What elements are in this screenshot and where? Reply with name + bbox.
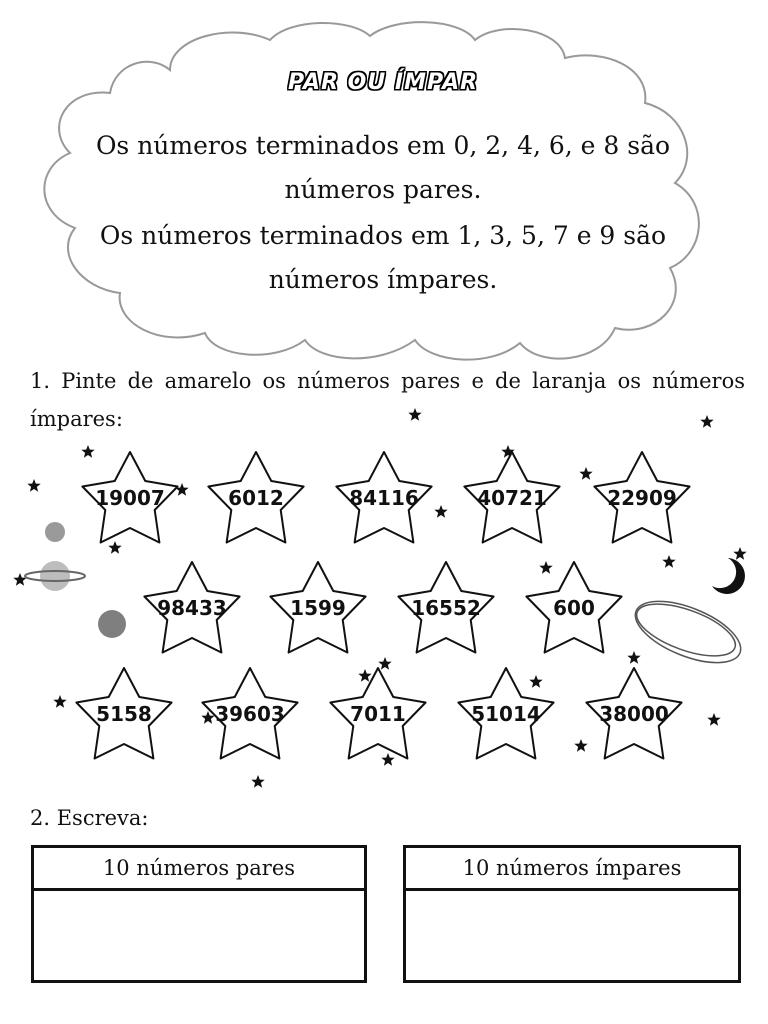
- small-star-icon: [529, 675, 542, 688]
- orbit-icon: [627, 589, 749, 675]
- even-rule-text: [70, 124, 696, 212]
- star-number: 51014: [471, 702, 541, 726]
- star-grid: [0, 400, 768, 800]
- star-number: 19007: [95, 486, 165, 510]
- small-star-icon: [378, 657, 391, 670]
- star-number: 22909: [607, 486, 677, 510]
- odd-rule-text: [70, 214, 696, 302]
- odd-numbers-box: [403, 845, 741, 983]
- even-rule-line1: Os números terminados em 0, 2, 4, 6, e 8 são: [95, 131, 671, 160]
- star-number: 600: [553, 596, 595, 620]
- small-star-icon: [408, 408, 421, 421]
- small-star-icon: [579, 467, 592, 480]
- odd-rule-line1: Os números terminados em 1, 3, 5, 7 e 9 são: [99, 221, 667, 250]
- star-number: 1599: [290, 596, 346, 620]
- small-star-icon: [358, 669, 371, 682]
- even-numbers-answer-area[interactable]: [34, 891, 364, 983]
- star-number: 38000: [599, 702, 669, 726]
- star-number: 5158: [96, 702, 152, 726]
- star-number: 16552: [411, 596, 481, 620]
- small-star-icon: [381, 753, 394, 766]
- question-1-text: 1. Pinte de amarelo os números pares e de laranja os números ímpares:: [30, 369, 745, 431]
- odd-rule-line2: números ímpares.: [268, 265, 498, 294]
- small-star-icon: [574, 739, 587, 752]
- star-number: 6012: [228, 486, 284, 510]
- small-star-icon: [662, 555, 675, 568]
- small-star-icon: [700, 415, 713, 428]
- crescent-moon-icon: [712, 558, 745, 594]
- star-number: 98433: [157, 596, 227, 620]
- planet-icon: [45, 522, 65, 542]
- small-star-icon: [27, 479, 40, 492]
- small-star-icon: [539, 561, 552, 574]
- odd-numbers-answer-area[interactable]: [406, 891, 738, 983]
- star-decorations: [0, 400, 768, 800]
- rule-cloud: [20, 18, 746, 368]
- star-number: 84116: [349, 486, 419, 510]
- even-numbers-box: [31, 845, 367, 983]
- small-star-icon: [53, 695, 66, 708]
- small-star-icon: [108, 541, 121, 554]
- star-number: 7011: [350, 702, 406, 726]
- orbit-icon: [630, 593, 741, 666]
- small-star-icon: [251, 775, 264, 788]
- odd-numbers-header: 10 números ímpares: [406, 848, 738, 891]
- small-star-icon: [81, 445, 94, 458]
- small-star-icon: [707, 713, 720, 726]
- planet-icon: [98, 610, 126, 638]
- small-star-icon: [733, 547, 746, 560]
- planet-icon: [40, 561, 70, 591]
- even-rule-line2: números pares.: [284, 175, 482, 204]
- small-star-icon: [627, 651, 640, 664]
- worksheet-title: PAR OU ÍMPAR: [287, 70, 479, 95]
- star-number: 39603: [215, 702, 285, 726]
- question-2-text: 2. Escreva:: [30, 806, 149, 830]
- star-number: 40721: [477, 486, 547, 510]
- even-numbers-header: 10 números pares: [34, 848, 364, 891]
